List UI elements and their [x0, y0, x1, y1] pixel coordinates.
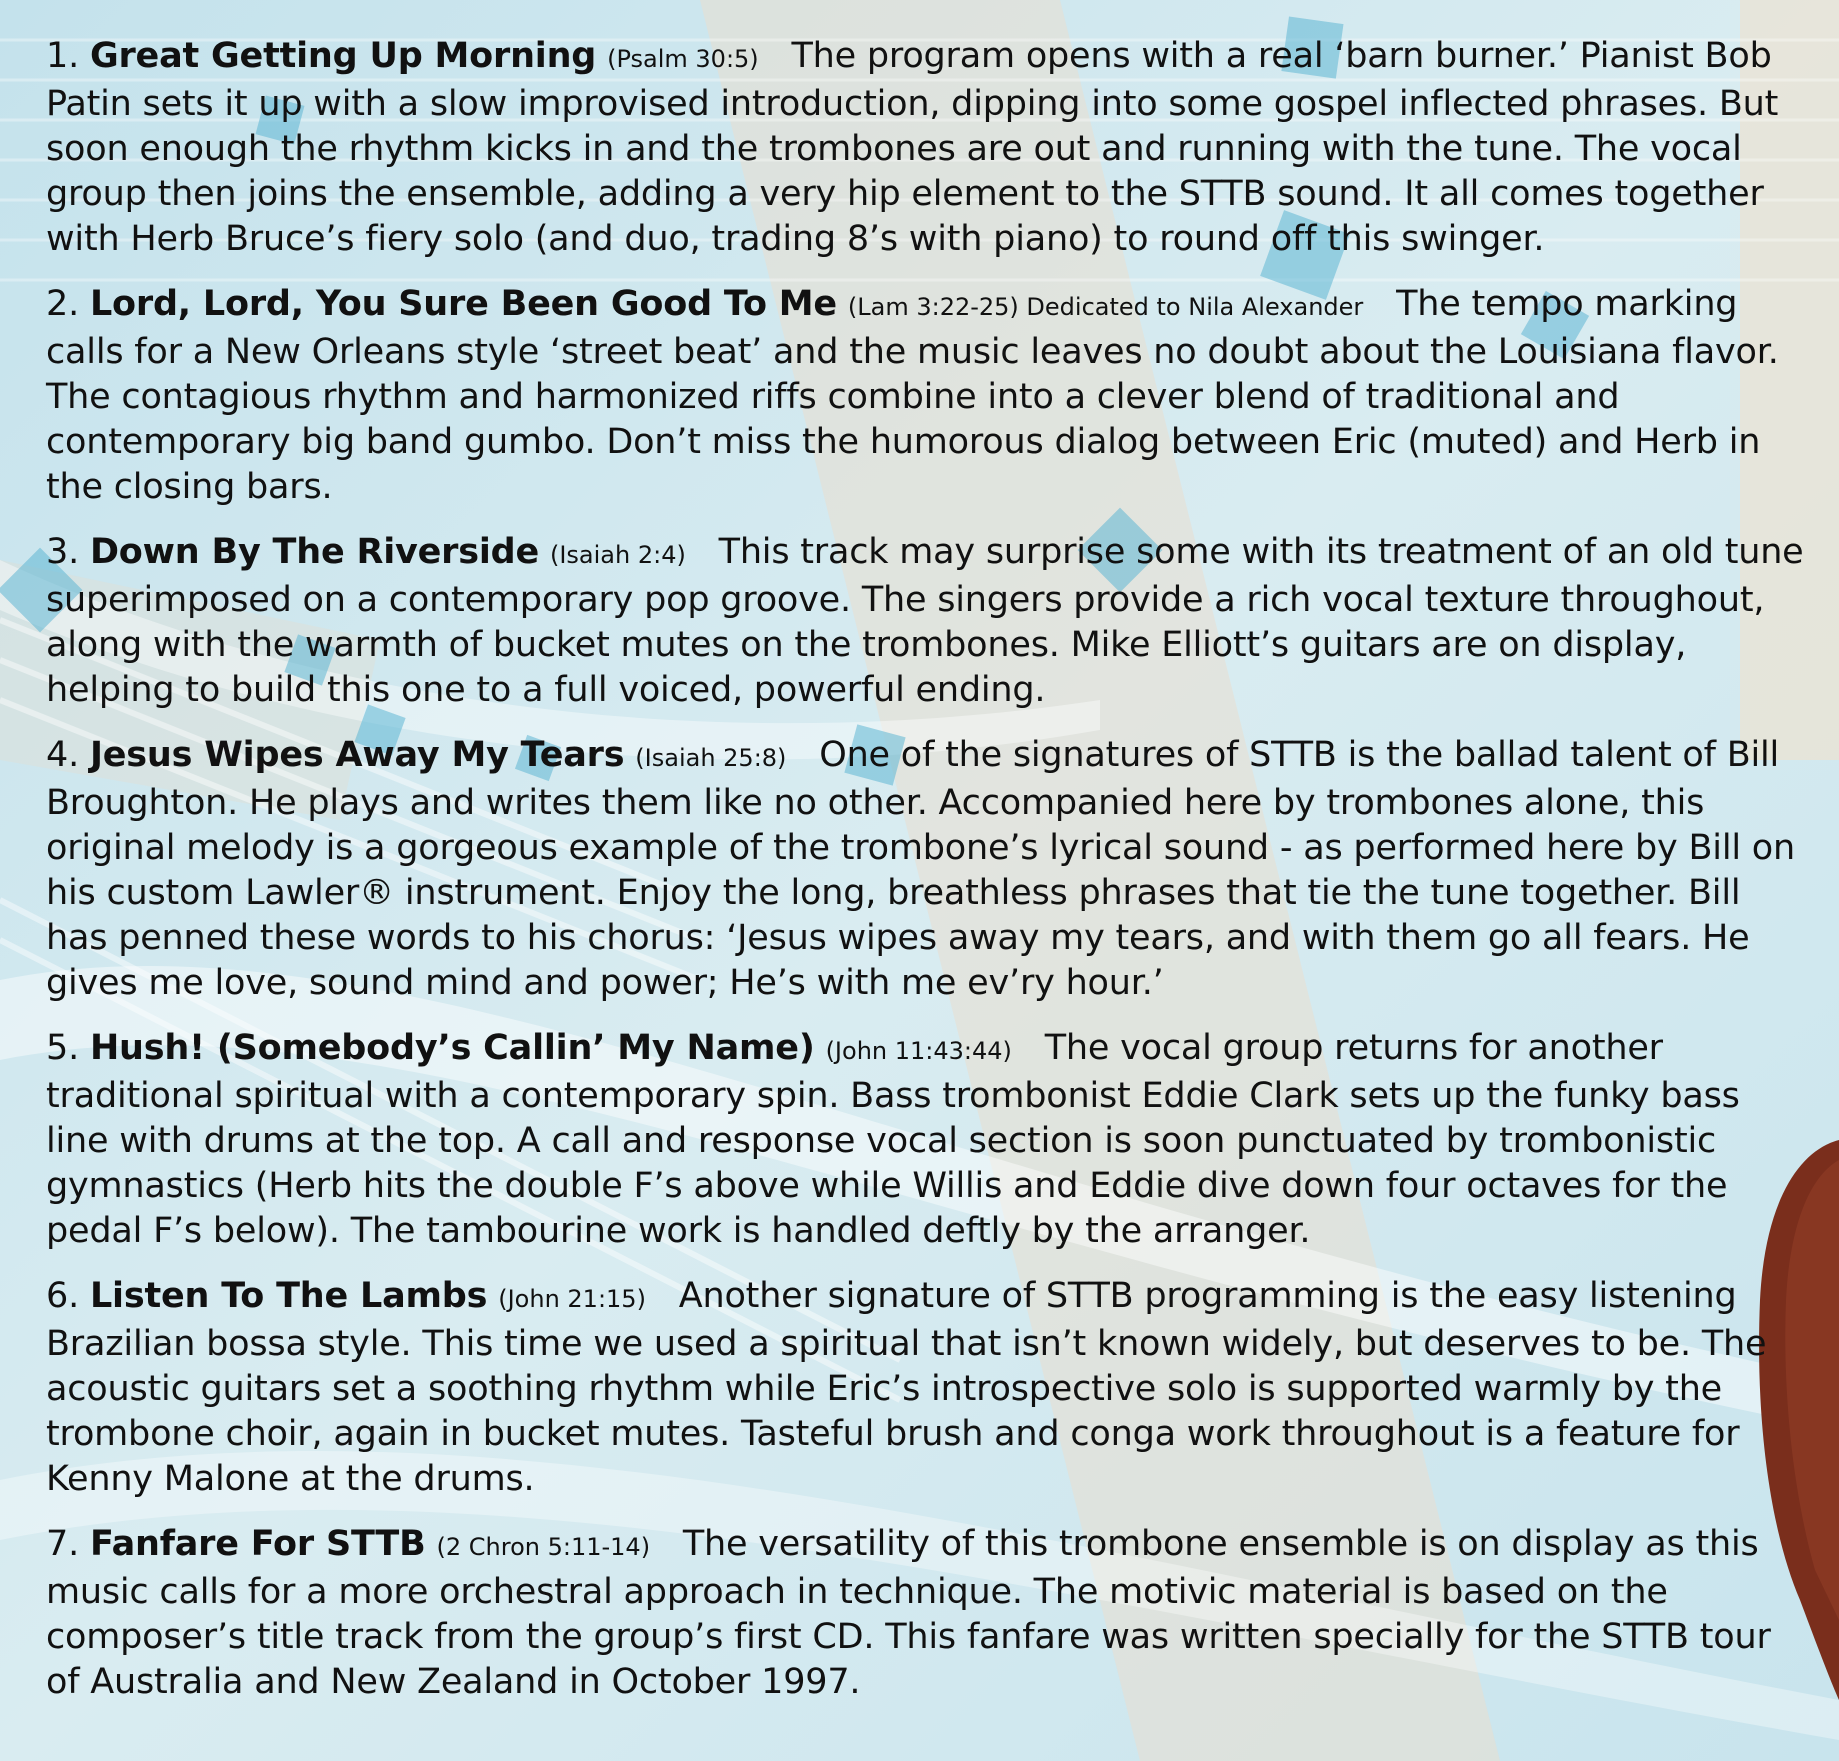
track-title: Hush! (Somebody’s Callin’ My Name) — [89, 1028, 815, 1068]
scripture-reference: (John 21:15) — [498, 1285, 646, 1313]
track-number: 4. — [46, 735, 79, 775]
track-description: The program opens with a real ‘barn burner.’ Pianist Bob Patin sets it up with a slow improvised introduction, dipping into some gospel inflected phrases. But soon enough the rhythm kicks in and the trombones are out and running with the tune. The vocal group then joins the ensemble, adding a very hip element to the STTB sound. It all comes together with Herb Bruce’s fiery solo (and duo, trading 8’s with piano) to round off this swinger. — [46, 36, 1779, 259]
track-description: One of the signatures of STTB is the ballad talent of Bill Broughton. He plays and writes them like no other. Accompanied here by trombones alone, this original melody is a gorgeous example of the trombone’s lyrical sound - as performed here by Bill on his custom Lawler® instrument. Enjoy the long, breathless phrases that tie the tune together. Bill has penned these words to his chorus: ‘Jesus wipes away my tears, and with them go all fears. He gives me love, sound mind and power; He’s with me ev’ry hour.’ — [46, 735, 1796, 1003]
track-7 — [46, 1522, 1806, 1705]
track-description: The versatility of this trombone ensemble is on display as this music calls for a more orchestral approach in technique. The motivic material is based on the composer’s title track from the group’s first CD. This fanfare was written specially for the STTB tour of Australia and New Zealand in October 1997. — [46, 1524, 1771, 1702]
track-5 — [46, 1026, 1806, 1254]
track-number: 2. — [46, 284, 79, 324]
scripture-reference: (Isaiah 2:4) — [549, 541, 686, 569]
track-title: Fanfare For STTB — [89, 1524, 426, 1564]
track-title: Lord, Lord, You Sure Been Good To Me — [89, 284, 837, 324]
track-number: 6. — [46, 1276, 79, 1316]
scripture-reference: (2 Chron 5:11-14) — [436, 1533, 651, 1561]
track-description: Another signature of STTB programming is the easy listening Brazilian bossa style. This time we used a spiritual that isn’t known widely, but deserves to be. The acoustic guitars set a soothing rhythm while Eric’s introspective solo is supported warmly by the trombone choir, again in bucket mutes. Tasteful brush and conga work throughout is a feature for Kenny Malone at the drums. — [46, 1276, 1767, 1499]
track-title: Down By The Riverside — [89, 532, 540, 572]
scripture-reference: (Isaiah 25:8) — [635, 744, 787, 772]
track-1 — [46, 34, 1806, 262]
track-number: 5. — [46, 1028, 79, 1068]
track-description: The tempo marking calls for a New Orleans style ‘street beat’ and the music leaves no doubt about the Louisiana flavor. The contagious rhythm and harmonized riffs combine into a clever blend of traditional and contemporary big band gumbo. Don’t miss the humorous dialog between Eric (muted) and Herb in the closing bars. — [46, 284, 1779, 507]
track-6 — [46, 1274, 1806, 1502]
track-title: Jesus Wipes Away My Tears — [89, 735, 625, 775]
track-3 — [46, 530, 1806, 713]
scripture-reference: (Lam 3:22-25) Dedicated to Nila Alexander — [847, 293, 1364, 321]
track-number: 3. — [46, 532, 79, 572]
track-description: The vocal group returns for another traditional spiritual with a contemporary spin. Bass trombonist Eddie Clark sets up the funky bass line with drums at the top. A call and response vocal section is soon punctuated by trombonistic gymnastics (Herb hits the double F’s above while Willis and Eddie dive down four octaves for the pedal F’s below). The tambourine work is handled deftly by the arranger. — [46, 1028, 1740, 1251]
track-title: Listen To The Lambs — [89, 1276, 488, 1316]
track-title: Great Getting Up Morning — [89, 36, 597, 76]
track-2 — [46, 282, 1806, 510]
scripture-reference: (Psalm 30:5) — [607, 45, 759, 73]
liner-notes — [46, 34, 1806, 1725]
track-description: This track may surprise some with its treatment of an old tune superimposed on a contemporary pop groove. The singers provide a rich vocal texture throughout, along with the warmth of bucket mutes on the trombones. Mike Elliott’s guitars are on display, helping to build this one to a full voiced, powerful ending. — [46, 532, 1804, 710]
track-4 — [46, 733, 1806, 1006]
scripture-reference: (John 11:43:44) — [825, 1037, 1012, 1065]
track-number: 7. — [46, 1524, 79, 1564]
track-number: 1. — [46, 36, 79, 76]
